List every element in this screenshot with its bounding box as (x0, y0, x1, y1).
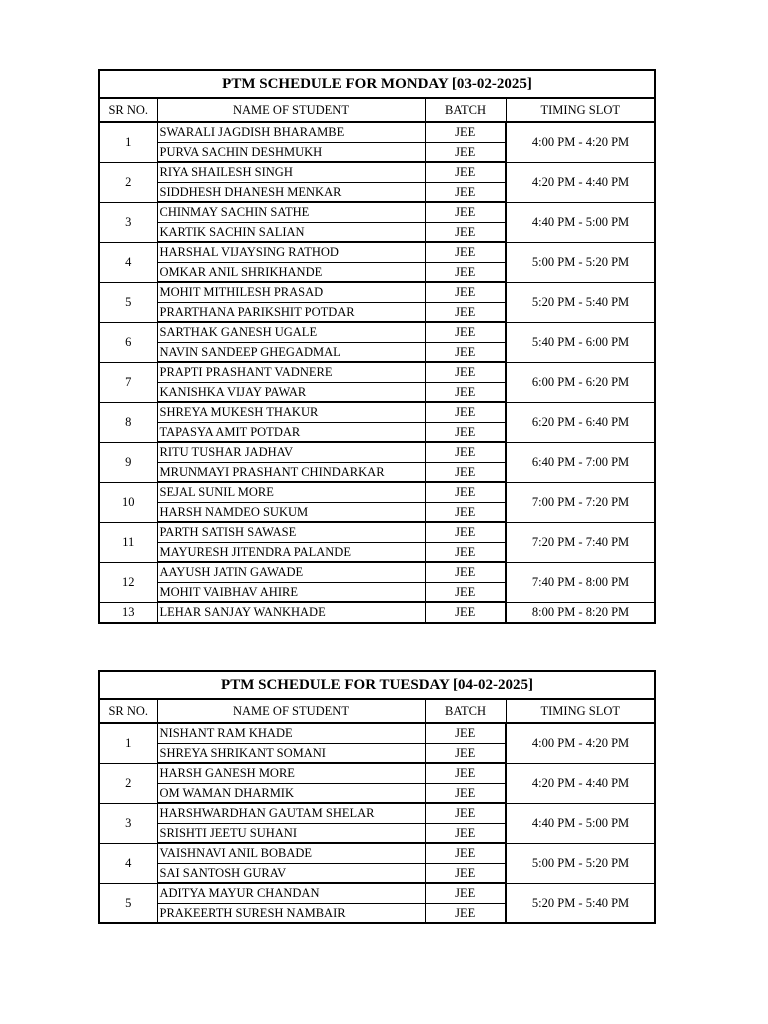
student-name-cell: CHINMAY SACHIN SATHE (157, 202, 425, 223)
batch-cell: JEE (425, 562, 506, 583)
sr-no-cell: 3 (99, 202, 157, 242)
student-name-cell: HARSH GANESH MORE (157, 763, 425, 784)
student-name-cell: HARSH NAMDEO SUKUM (157, 503, 425, 523)
batch-cell: JEE (425, 763, 506, 784)
sr-no-cell: 9 (99, 442, 157, 482)
student-name-cell: HARSHAL VIJAYSING RATHOD (157, 242, 425, 263)
student-name-cell: RITU TUSHAR JADHAV (157, 442, 425, 463)
table-row (99, 843, 655, 864)
batch-cell: JEE (425, 904, 506, 924)
batch-cell: JEE (425, 122, 506, 143)
table-row (99, 562, 655, 583)
student-name-cell: HARSHWARDHAN GAUTAM SHELAR (157, 803, 425, 824)
batch-cell: JEE (425, 162, 506, 183)
tuesday-schedule-title: PTM SCHEDULE FOR TUESDAY [04-02-2025] (99, 671, 655, 699)
batch-cell: JEE (425, 143, 506, 163)
student-name-cell: NISHANT RAM KHADE (157, 723, 425, 744)
timing-slot-cell: 5:00 PM - 5:20 PM (506, 242, 655, 282)
timing-slot-header: TIMING SLOT (506, 699, 655, 723)
sr-no-cell: 11 (99, 522, 157, 562)
table-row (99, 162, 655, 183)
sr-no-cell: 8 (99, 402, 157, 442)
table-row (99, 442, 655, 463)
batch-cell: JEE (425, 322, 506, 343)
sr-no-cell: 5 (99, 883, 157, 923)
student-name-cell: PURVA SACHIN DESHMUKH (157, 143, 425, 163)
timing-slot-cell: 7:00 PM - 7:20 PM (506, 482, 655, 522)
student-name-cell: KARTIK SACHIN SALIAN (157, 223, 425, 243)
batch-cell: JEE (425, 824, 506, 844)
student-name-cell: NAVIN SANDEEP GHEGADMAL (157, 343, 425, 363)
timing-slot-cell: 4:20 PM - 4:40 PM (506, 763, 655, 803)
monday-schedule-table (98, 69, 656, 624)
table-row (99, 482, 655, 503)
student-name-cell: PRARTHANA PARIKSHIT POTDAR (157, 303, 425, 323)
student-name-cell: MRUNMAYI PRASHANT CHINDARKAR (157, 463, 425, 483)
timing-slot-cell: 6:00 PM - 6:20 PM (506, 362, 655, 402)
student-name-cell: PARTH SATISH SAWASE (157, 522, 425, 543)
batch-cell: JEE (425, 744, 506, 764)
batch-cell: JEE (425, 242, 506, 263)
batch-header: BATCH (425, 98, 506, 122)
sr-no-cell: 7 (99, 362, 157, 402)
batch-cell: JEE (425, 362, 506, 383)
sr-no-cell: 10 (99, 482, 157, 522)
timing-slot-cell: 8:00 PM - 8:20 PM (506, 602, 655, 623)
student-name-cell: SRISHTI JEETU SUHANI (157, 824, 425, 844)
student-name-cell: MOHIT MITHILESH PRASAD (157, 282, 425, 303)
student-name-cell: OM WAMAN DHARMIK (157, 784, 425, 804)
student-name-cell: RIYA SHAILESH SINGH (157, 162, 425, 183)
table-row (99, 362, 655, 383)
table-row (99, 803, 655, 824)
batch-cell: JEE (425, 503, 506, 523)
timing-slot-header: TIMING SLOT (506, 98, 655, 122)
batch-cell: JEE (425, 843, 506, 864)
sr-no-cell: 4 (99, 843, 157, 883)
student-name-cell: SEJAL SUNIL MORE (157, 482, 425, 503)
student-name-cell: MOHIT VAIBHAV AHIRE (157, 583, 425, 603)
student-name-cell: PRAKEERTH SURESH NAMBAIR (157, 904, 425, 924)
batch-cell: JEE (425, 402, 506, 423)
timing-slot-cell: 6:40 PM - 7:00 PM (506, 442, 655, 482)
batch-cell: JEE (425, 723, 506, 744)
student-name-cell: PRAPTI PRASHANT VADNERE (157, 362, 425, 383)
student-name-cell: KANISHKA VIJAY PAWAR (157, 383, 425, 403)
table-row (99, 282, 655, 303)
monday-schedule-title: PTM SCHEDULE FOR MONDAY [03-02-2025] (99, 70, 655, 98)
timing-slot-cell: 7:20 PM - 7:40 PM (506, 522, 655, 562)
student-name-cell: SARTHAK GANESH UGALE (157, 322, 425, 343)
timing-slot-cell: 5:20 PM - 5:40 PM (506, 282, 655, 322)
timing-slot-cell: 4:40 PM - 5:00 PM (506, 202, 655, 242)
student-name-header: NAME OF STUDENT (157, 98, 425, 122)
batch-cell: JEE (425, 282, 506, 303)
batch-cell: JEE (425, 303, 506, 323)
batch-cell: JEE (425, 383, 506, 403)
table-row (99, 602, 655, 623)
sr-no-header: SR NO. (99, 98, 157, 122)
batch-cell: JEE (425, 522, 506, 543)
batch-cell: JEE (425, 543, 506, 563)
batch-cell: JEE (425, 583, 506, 603)
tuesday-schedule-table (98, 670, 656, 924)
student-name-cell: SWARALI JAGDISH BHARAMBE (157, 122, 425, 143)
student-name-cell: SHREYA MUKESH THAKUR (157, 402, 425, 423)
timing-slot-cell: 4:00 PM - 4:20 PM (506, 723, 655, 763)
student-name-cell: OMKAR ANIL SHRIKHANDE (157, 263, 425, 283)
student-name-cell: SAI SANTOSH GURAV (157, 864, 425, 884)
monday-schedule-body (99, 122, 655, 623)
student-name-cell: TAPASYA AMIT POTDAR (157, 423, 425, 443)
tuesday-schedule-body (99, 723, 655, 923)
table-row (99, 202, 655, 223)
student-name-cell: SIDDHESH DHANESH MENKAR (157, 183, 425, 203)
batch-cell: JEE (425, 223, 506, 243)
student-name-cell: AAYUSH JATIN GAWADE (157, 562, 425, 583)
timing-slot-cell: 6:20 PM - 6:40 PM (506, 402, 655, 442)
sr-no-cell: 1 (99, 122, 157, 162)
batch-cell: JEE (425, 482, 506, 503)
batch-cell: JEE (425, 883, 506, 904)
timing-slot-cell: 7:40 PM - 8:00 PM (506, 562, 655, 602)
table-row (99, 322, 655, 343)
sr-no-cell: 6 (99, 322, 157, 362)
timing-slot-cell: 5:40 PM - 6:00 PM (506, 322, 655, 362)
batch-cell: JEE (425, 864, 506, 884)
student-name-cell: LEHAR SANJAY WANKHADE (157, 602, 425, 623)
student-name-header: NAME OF STUDENT (157, 699, 425, 723)
batch-cell: JEE (425, 423, 506, 443)
batch-cell: JEE (425, 602, 506, 623)
timing-slot-cell: 4:40 PM - 5:00 PM (506, 803, 655, 843)
batch-cell: JEE (425, 463, 506, 483)
sr-no-cell: 12 (99, 562, 157, 602)
table-row (99, 242, 655, 263)
batch-cell: JEE (425, 263, 506, 283)
batch-cell: JEE (425, 803, 506, 824)
table-row (99, 763, 655, 784)
sr-no-cell: 4 (99, 242, 157, 282)
student-name-cell: VAISHNAVI ANIL BOBADE (157, 843, 425, 864)
table-row (99, 883, 655, 904)
timing-slot-cell: 5:20 PM - 5:40 PM (506, 883, 655, 923)
table-row (99, 723, 655, 744)
table-row (99, 522, 655, 543)
student-name-cell: SHREYA SHRIKANT SOMANI (157, 744, 425, 764)
table-row (99, 122, 655, 143)
sr-no-cell: 13 (99, 602, 157, 623)
table-row (99, 402, 655, 423)
batch-cell: JEE (425, 202, 506, 223)
timing-slot-cell: 4:20 PM - 4:40 PM (506, 162, 655, 202)
student-name-cell: ADITYA MAYUR CHANDAN (157, 883, 425, 904)
timing-slot-cell: 4:00 PM - 4:20 PM (506, 122, 655, 162)
sr-no-cell: 3 (99, 803, 157, 843)
batch-header: BATCH (425, 699, 506, 723)
batch-cell: JEE (425, 784, 506, 804)
sr-no-cell: 2 (99, 763, 157, 803)
sr-no-cell: 2 (99, 162, 157, 202)
sr-no-cell: 5 (99, 282, 157, 322)
timing-slot-cell: 5:00 PM - 5:20 PM (506, 843, 655, 883)
sr-no-header: SR NO. (99, 699, 157, 723)
batch-cell: JEE (425, 183, 506, 203)
batch-cell: JEE (425, 343, 506, 363)
batch-cell: JEE (425, 442, 506, 463)
student-name-cell: MAYURESH JITENDRA PALANDE (157, 543, 425, 563)
sr-no-cell: 1 (99, 723, 157, 763)
